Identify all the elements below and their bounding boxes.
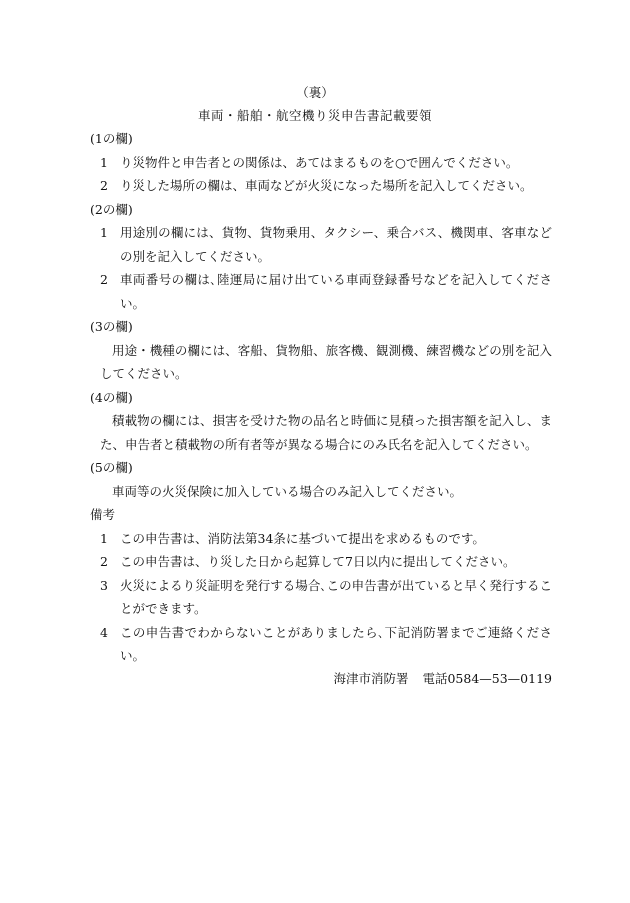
section-heading: (4の欄)	[90, 389, 133, 405]
list-item	[90, 550, 552, 574]
item-text: この申告書は、り災した日から起算して7日以内に提出してください。	[120, 554, 516, 569]
list-item	[90, 174, 552, 198]
section-heading: (2の欄)	[90, 201, 133, 217]
document-title: 車両・船舶・航空機り災申告書記載要領	[197, 108, 432, 123]
item-number: 1	[100, 154, 108, 170]
list-item	[90, 574, 552, 621]
item-text: この申告書でわからないことがありましたら､下記消防署までご連絡ください。	[120, 624, 552, 663]
list-item	[90, 621, 552, 668]
item-text: この申告書は、消防法第34条に基づいて提出を求めるものです。	[120, 530, 485, 546]
section-paragraph: 車両等の火災保険に加入している場合のみ記入してください。	[112, 483, 463, 499]
section-heading: (5の欄)	[90, 460, 133, 475]
item-text: 火災によるり災証明を発行する場合､この申告書が出ていると早く発行することができます。	[120, 577, 552, 616]
contact-footer	[333, 669, 552, 687]
list-item	[90, 151, 552, 175]
section-heading: (3の欄)	[90, 319, 133, 334]
item-text: り災した場所の欄は、車両などが火災になった場所を記入してください。	[120, 178, 533, 193]
list-item	[90, 221, 552, 268]
item-number: 3	[100, 577, 108, 593]
item-text: 用途別の欄には、貨物、貨物乗用、タクシー、乗合バス、機関車、客車などの別を記入してください。	[120, 225, 552, 264]
section-heading: (1の欄)	[90, 131, 133, 146]
item-number: 2	[100, 178, 108, 193]
section-paragraph: 用途・機種の欄には、客船、貨物船、旅客機、観測機、練習機などの別を記入してください。	[100, 342, 552, 381]
item-text: り災物件と申告者との関係は、あてはまるものを○で囲んでください。	[120, 154, 519, 170]
item-number: 1	[100, 530, 108, 546]
fire-station-name: 海津市消防署	[333, 671, 409, 686]
list-item	[90, 268, 552, 315]
item-number: 4	[100, 624, 108, 640]
item-text: 車両番号の欄は､陸運局に届け出ている車両登録番号などを記入してください。	[120, 272, 552, 311]
instructions-body	[90, 127, 552, 668]
item-number: 2	[100, 272, 108, 287]
item-number: 1	[100, 225, 108, 240]
remarks-heading: 備考	[90, 507, 116, 522]
item-number: 2	[100, 554, 108, 569]
section-paragraph: 積載物の欄には、損害を受けた物の品名と時価に見積った損害額を記入し、また、申告者と積載物の所有者等が異なる場合にのみ氏名を記入してください。	[100, 413, 552, 452]
page-side-mark: （裏）	[296, 85, 334, 100]
phone-number: 電話0584—53—0119	[422, 671, 552, 686]
list-item	[90, 527, 552, 551]
